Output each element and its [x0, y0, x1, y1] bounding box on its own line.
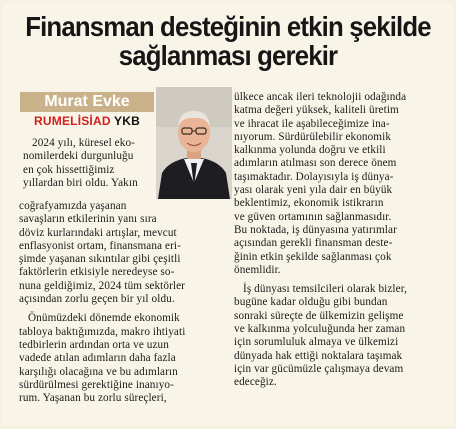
text-line: nıyorum. Sürdürülebilir ekonomik — [234, 130, 392, 143]
text-line: açısından zorlu geçen bir yıl oldu. — [19, 293, 175, 306]
text-line: ve kalkınma yolculuğunda her zaman — [234, 323, 406, 336]
text-line: coğrafyamızda yaşanan — [19, 200, 127, 212]
headline-line-2: sağlanması gerekir — [118, 40, 338, 71]
text-line: tabloya baktığımızda, makro ihtiyati — [19, 325, 186, 338]
text-line: rum. Yaşanan bu zorlu süreçleri, — [19, 392, 167, 405]
text-line: önemlidir. — [234, 263, 281, 276]
headline-line-1: Finansman desteğinin etkin şekilde — [25, 11, 431, 42]
author-name: Murat Evke — [20, 92, 154, 112]
text-line: tedbirlerin ardından orta ve uzun — [19, 338, 169, 351]
text-line: kalkınma yolunda doğru ve etkili — [234, 144, 386, 157]
text-line: yıllardan biri oldu. Yakın — [23, 176, 138, 189]
text-line: ve ihracat ile aşabileceğimize ina- — [234, 117, 390, 130]
text-line: nomilerdeki durgunluğu — [23, 150, 134, 163]
author-photo — [156, 87, 232, 199]
text-line: sonraki süreçte de ülkemizin gelişme — [234, 309, 404, 322]
author-organization — [20, 113, 154, 129]
text-column-intro — [23, 137, 161, 190]
text-line: için sorumluluk almaya ve ülkemizi — [234, 336, 399, 349]
text-line: dünyada hak ettiği noktalara taşımak — [234, 349, 403, 362]
portrait-image — [156, 87, 232, 199]
author-title: YKB — [114, 114, 140, 128]
text-line: savaşların etkilerinin yanı sıra — [19, 213, 157, 226]
text-column-left — [19, 200, 232, 405]
text-line: Bu noktada, iş dünyasına yatırımlar — [234, 223, 397, 236]
text-line: Önümüzdeki dönemde ekonomik — [28, 312, 180, 325]
text-line: ğinin etkin şekilde sağlanması çok — [234, 250, 392, 263]
text-line: beklentimiz, ekonomik istikrarın — [234, 197, 384, 210]
text-line: döviz kurlarındaki artışlar, mevcut — [19, 226, 177, 239]
author-byline — [20, 92, 154, 130]
text-line: ülkece ancak ileri teknolojii odağında — [234, 91, 407, 103]
text-line: edeceğiz. — [234, 376, 277, 389]
text-line: adımların atılması son derece önem — [234, 157, 397, 170]
text-line: yası olarak yeni yıla dair en büyük — [234, 184, 393, 197]
text-line: nuna geldiğimiz, 2024 tüm sektörler — [19, 279, 185, 292]
text-line: şimde yaşanan sıkıntılar gibi çeşitli — [19, 253, 181, 266]
headline — [18, 12, 438, 70]
text-line: vadede atılan adımların daha fazla — [19, 352, 176, 365]
text-line: açısından gerekli finansman deste- — [234, 237, 393, 250]
text-line: bugüne kadar olduğu gibi bundan — [234, 296, 388, 309]
text-column-right — [234, 91, 439, 390]
organization-name: RUMELİSİAD — [34, 114, 111, 128]
text-line: ve güven ortamının sağlanmasıdır. — [234, 210, 392, 223]
text-line: karşılığı olacağına ve bu adımların — [19, 365, 178, 378]
text-line: İş dünyası temsilcileri olarak bizler, — [243, 283, 407, 296]
text-line: katma değeri yüksek, kaliteli üretim — [234, 104, 399, 117]
text-line: taşımaktadır. Dolayısıyla iş dünya- — [234, 170, 394, 183]
text-line: faktörlerin etkisiyle neredeyse so- — [19, 266, 175, 279]
text-line: 2024 yılı, küresel eko- — [32, 137, 135, 149]
text-line: enflasyonist ortam, finansmana eri- — [19, 239, 181, 252]
text-line: en çok hissettiğimiz — [23, 163, 115, 176]
text-line: için var gücümüzle çalışmaya devam — [234, 362, 404, 375]
text-line: sürdürülmesi gerektiğine inanıyo- — [19, 378, 174, 391]
